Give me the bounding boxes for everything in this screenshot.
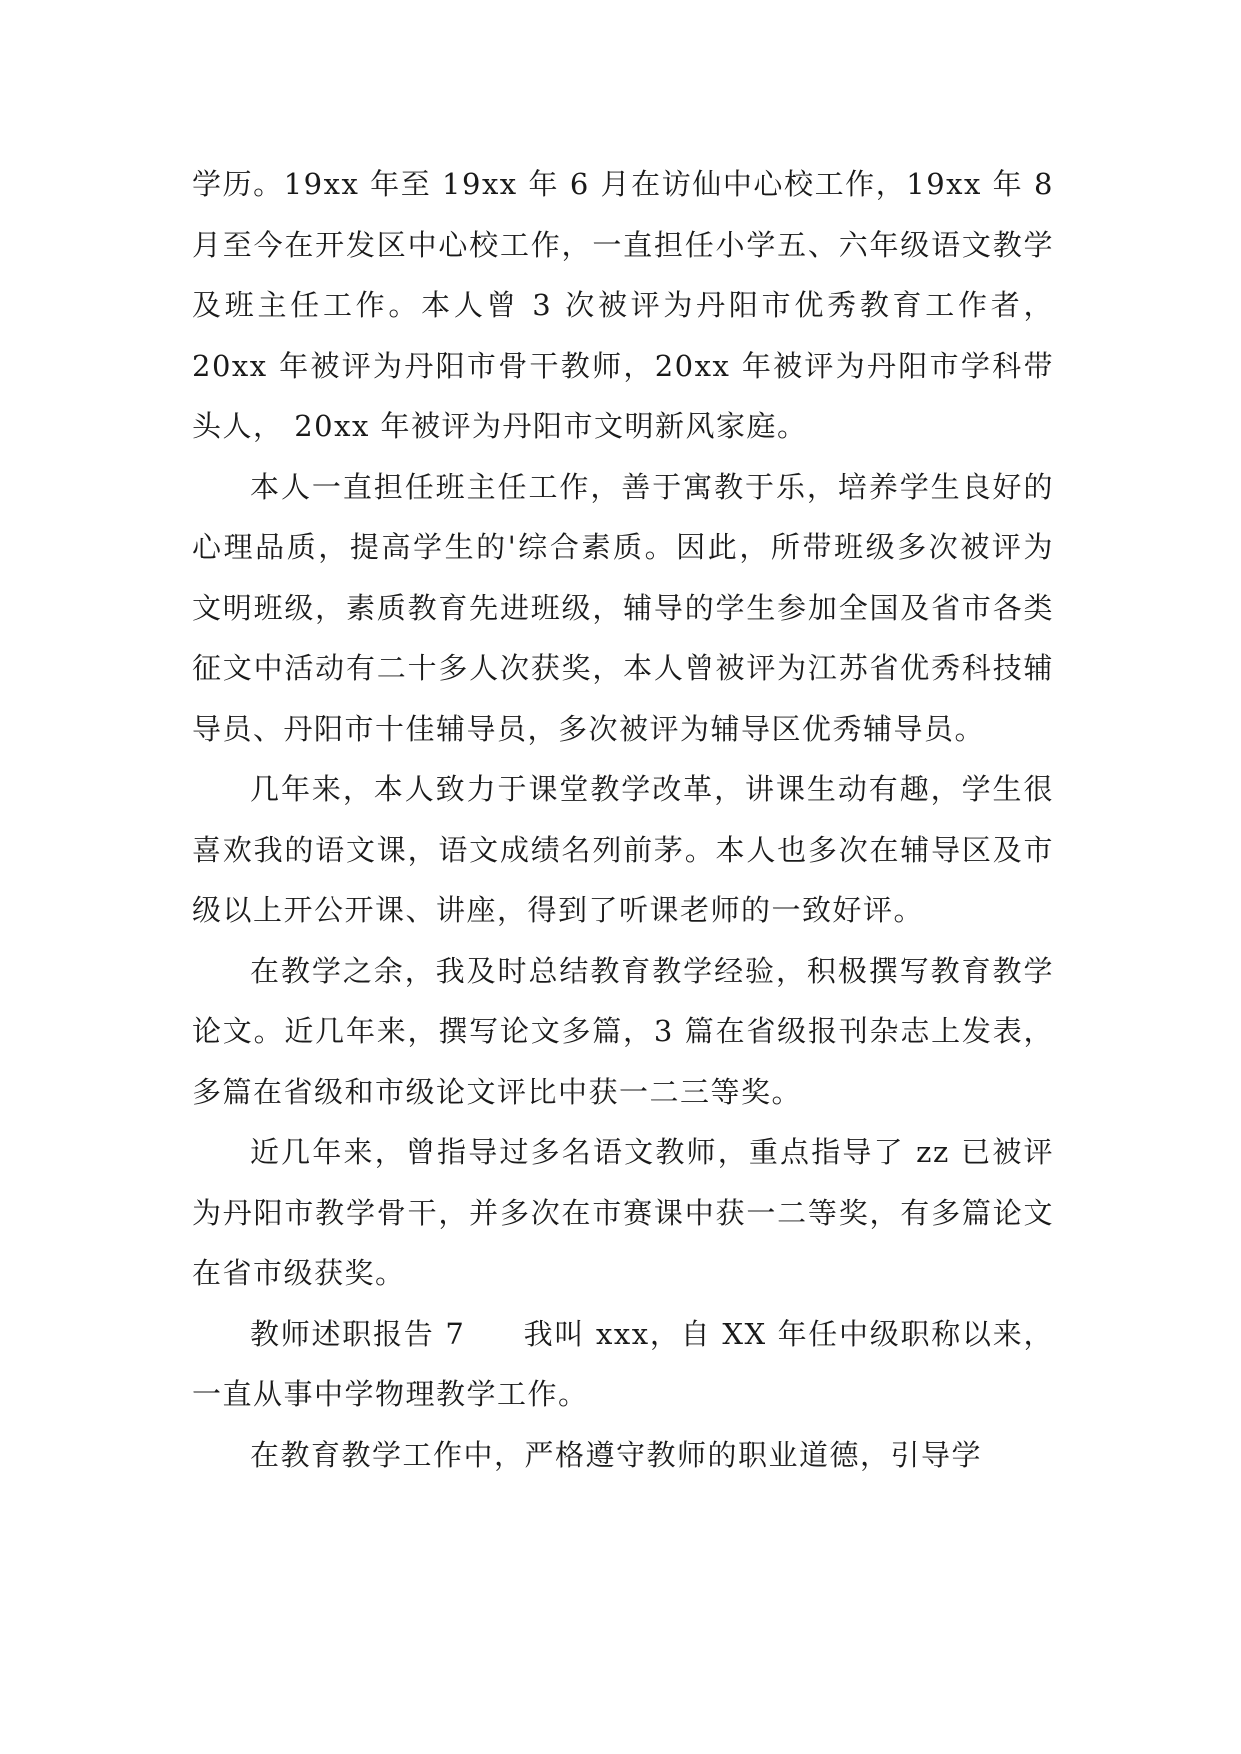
paragraph-teaching-reform: 几年来，本人致力于课堂教学改革，讲课生动有趣，学生很喜欢我的语文课，语文成绩名列前茅。本人也多次在辅导区及市级以上开公开课、讲座，得到了听课老师的一致好评。 [192, 772, 1054, 927]
paragraph-class-teacher: 本人一直担任班主任工作，善于寓教于乐，培养学生良好的心理品质，提高学生的'综合素质。因此，所带班级多次被评为文明班级，素质教育先进班级，辅导的学生参加全国及省市各类征文中活动有二十多人次获奖，本人曾被评为江苏省优秀科技辅导员、丹阳市十佳辅导员，多次被评为辅导区优秀辅导员。 [192, 469, 1054, 746]
paragraph-professional-ethics: 在教育教学工作中，严格遵守教师的职业道德，引导学 [250, 1437, 983, 1472]
paragraph-mentoring: 近几年来，曾指导过多名语文教师，重点指导了 zz 已被评为丹阳市教学骨干，并多次在市赛课中获一二等奖，有多篇论文在省市级获奖。 [192, 1135, 1054, 1290]
paragraph-research-papers: 在教学之余，我及时总结教育教学经验，积极撰写教育教学论文。近几年来，撰写论文多篇，3 篇在省级报刊杂志上发表，多篇在省级和市级论文评比中获一二三等奖。 [192, 953, 1054, 1109]
report-intro: 我叫 xxx，自 XX 年任中级职称以来，一直从事中学物理教学工作。 [192, 1316, 1055, 1411]
paragraph-education-history: 学历。19xx 年至 19xx 年 6 月在访仙中心校工作，19xx 年 8 月至今在开发区中心校工作，一直担任小学五、六年级语文教学及班主任工作。本人曾 3 次被评为丹阳市优秀教育工作者，20xx 年被评为丹阳市骨干教师，20xx 年被评为丹阳市学科带头人， 20xx 年被评为丹阳市文明新风家庭。 [192, 167, 1054, 443]
report-heading: 教师述职报告 7 [250, 1316, 466, 1351]
paragraph-report-7 [192, 1304, 1054, 1425]
document-body [192, 154, 1054, 1485]
